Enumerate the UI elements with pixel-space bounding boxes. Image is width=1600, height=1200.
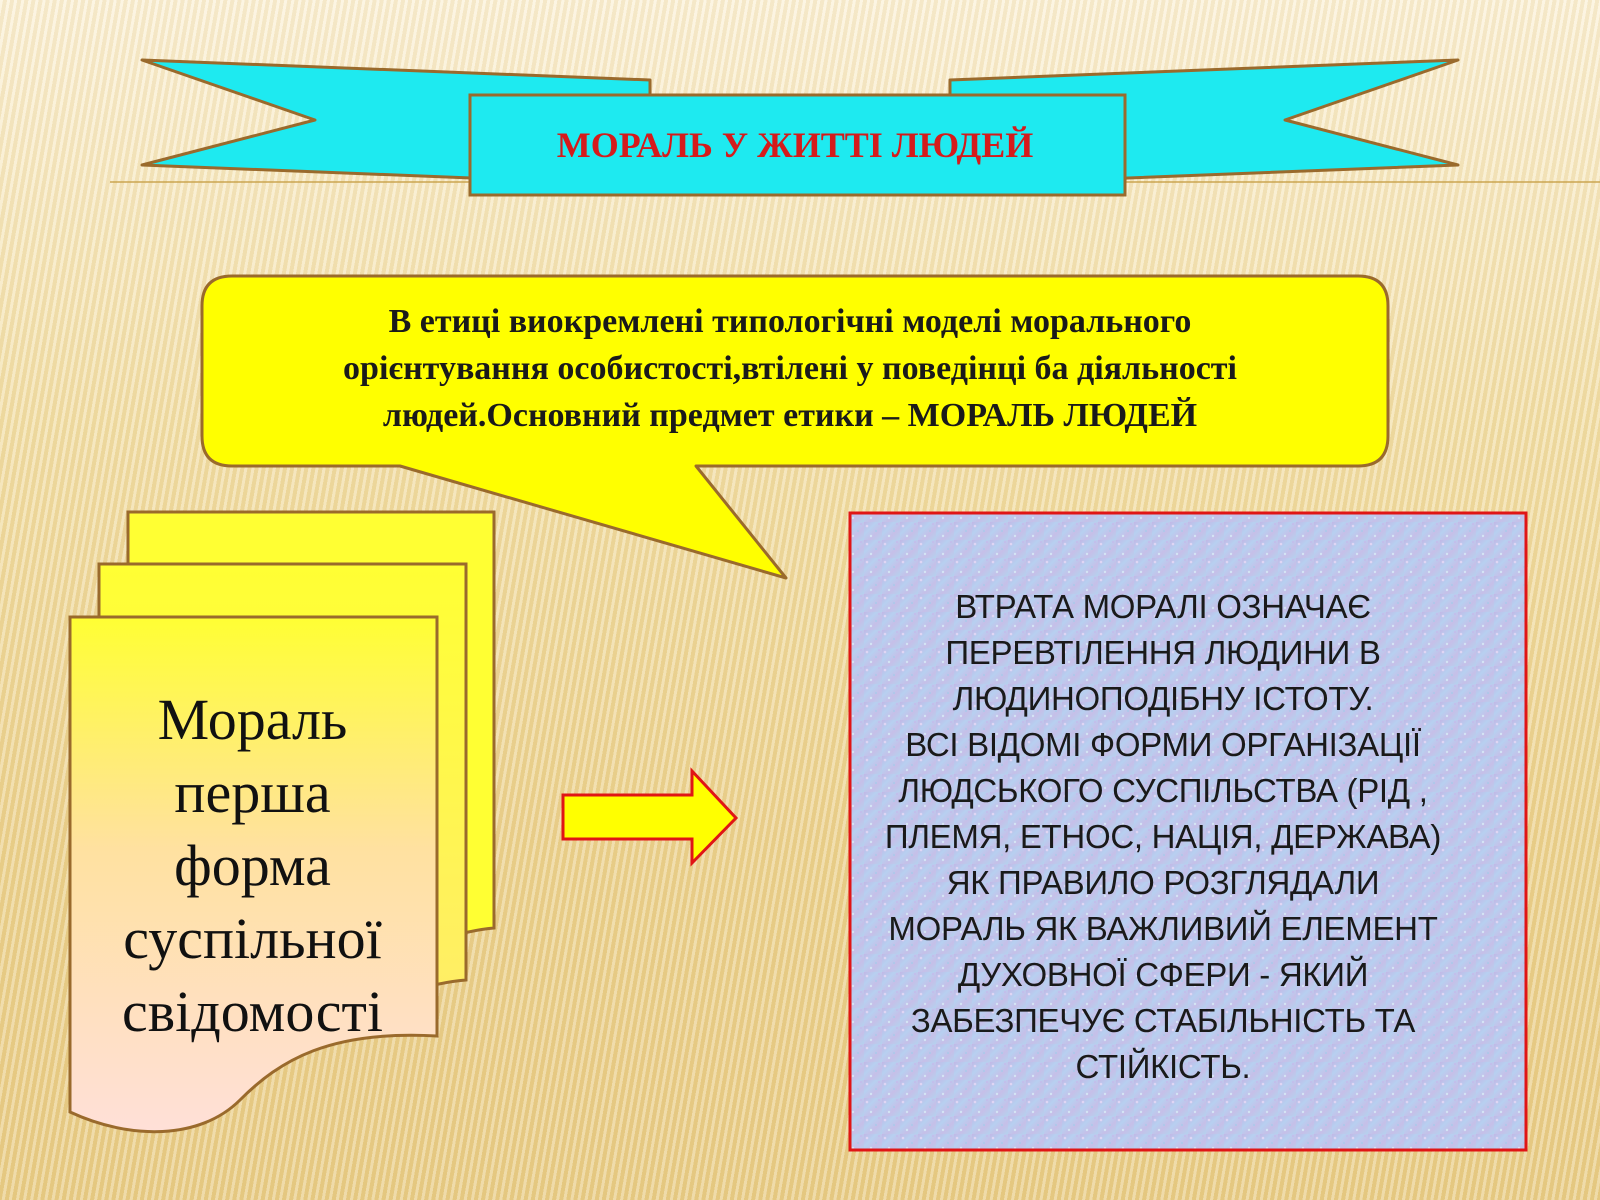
- info-box-line: ЯК ПРАВИЛО РОЗГЛЯДАЛИ: [946, 864, 1380, 901]
- callout-line: людей.Основний предмет етики – МОРАЛЬ ЛЮДЕЙ: [382, 396, 1198, 434]
- document-line: суспільної: [123, 905, 382, 971]
- info-box-line: ВТРАТА МОРАЛІ ОЗНАЧАЄ: [955, 588, 1371, 625]
- info-box-line: ПЛЕМЯ, ЕТНОС, НАЦІЯ, ДЕРЖАВА): [884, 818, 1442, 855]
- document-text: [70, 680, 435, 1050]
- info-box-line: ПЕРЕВТІЛЕННЯ ЛЮДИНИ В: [945, 634, 1381, 671]
- info-box-text: [868, 572, 1458, 1102]
- info-box-line: СТІЙКІСТЬ.: [1075, 1048, 1251, 1085]
- info-box-line: ВСІ ВІДОМІ ФОРМИ ОРГАНІЗАЦІЇ: [905, 726, 1421, 763]
- document-line: свідомості: [122, 978, 383, 1044]
- document-line: форма: [174, 832, 331, 898]
- page-title: МОРАЛЬ У ЖИТТІ ЛЮДЕЙ: [556, 125, 1034, 165]
- document-line: Мораль: [157, 686, 348, 752]
- callout-text: [230, 298, 1350, 438]
- info-box-line: ЛЮДИНОПОДІБНУ ІСТОТУ.: [952, 680, 1374, 717]
- document-line: перша: [174, 759, 331, 825]
- info-box-line: МОРАЛЬ ЯК ВАЖЛИВИЙ ЕЛЕМЕНТ: [888, 910, 1438, 947]
- info-box-line: ДУХОВНОЇ СФЕРИ - ЯКИЙ: [957, 956, 1369, 993]
- info-box-line: ЛЮДСЬКОГО СУСПІЛЬСТВА (РІД ,: [898, 772, 1428, 809]
- callout-line: орієнтування особистості,втілені у поведінці ба діяльності: [343, 349, 1237, 387]
- callout-line: В етиці виокремлені типологічні моделі морального: [388, 302, 1192, 340]
- info-box-line: ЗАБЕЗПЕЧУЄ СТАБІЛЬНІСТЬ ТА: [910, 1002, 1416, 1039]
- right-arrow-icon: [563, 771, 736, 863]
